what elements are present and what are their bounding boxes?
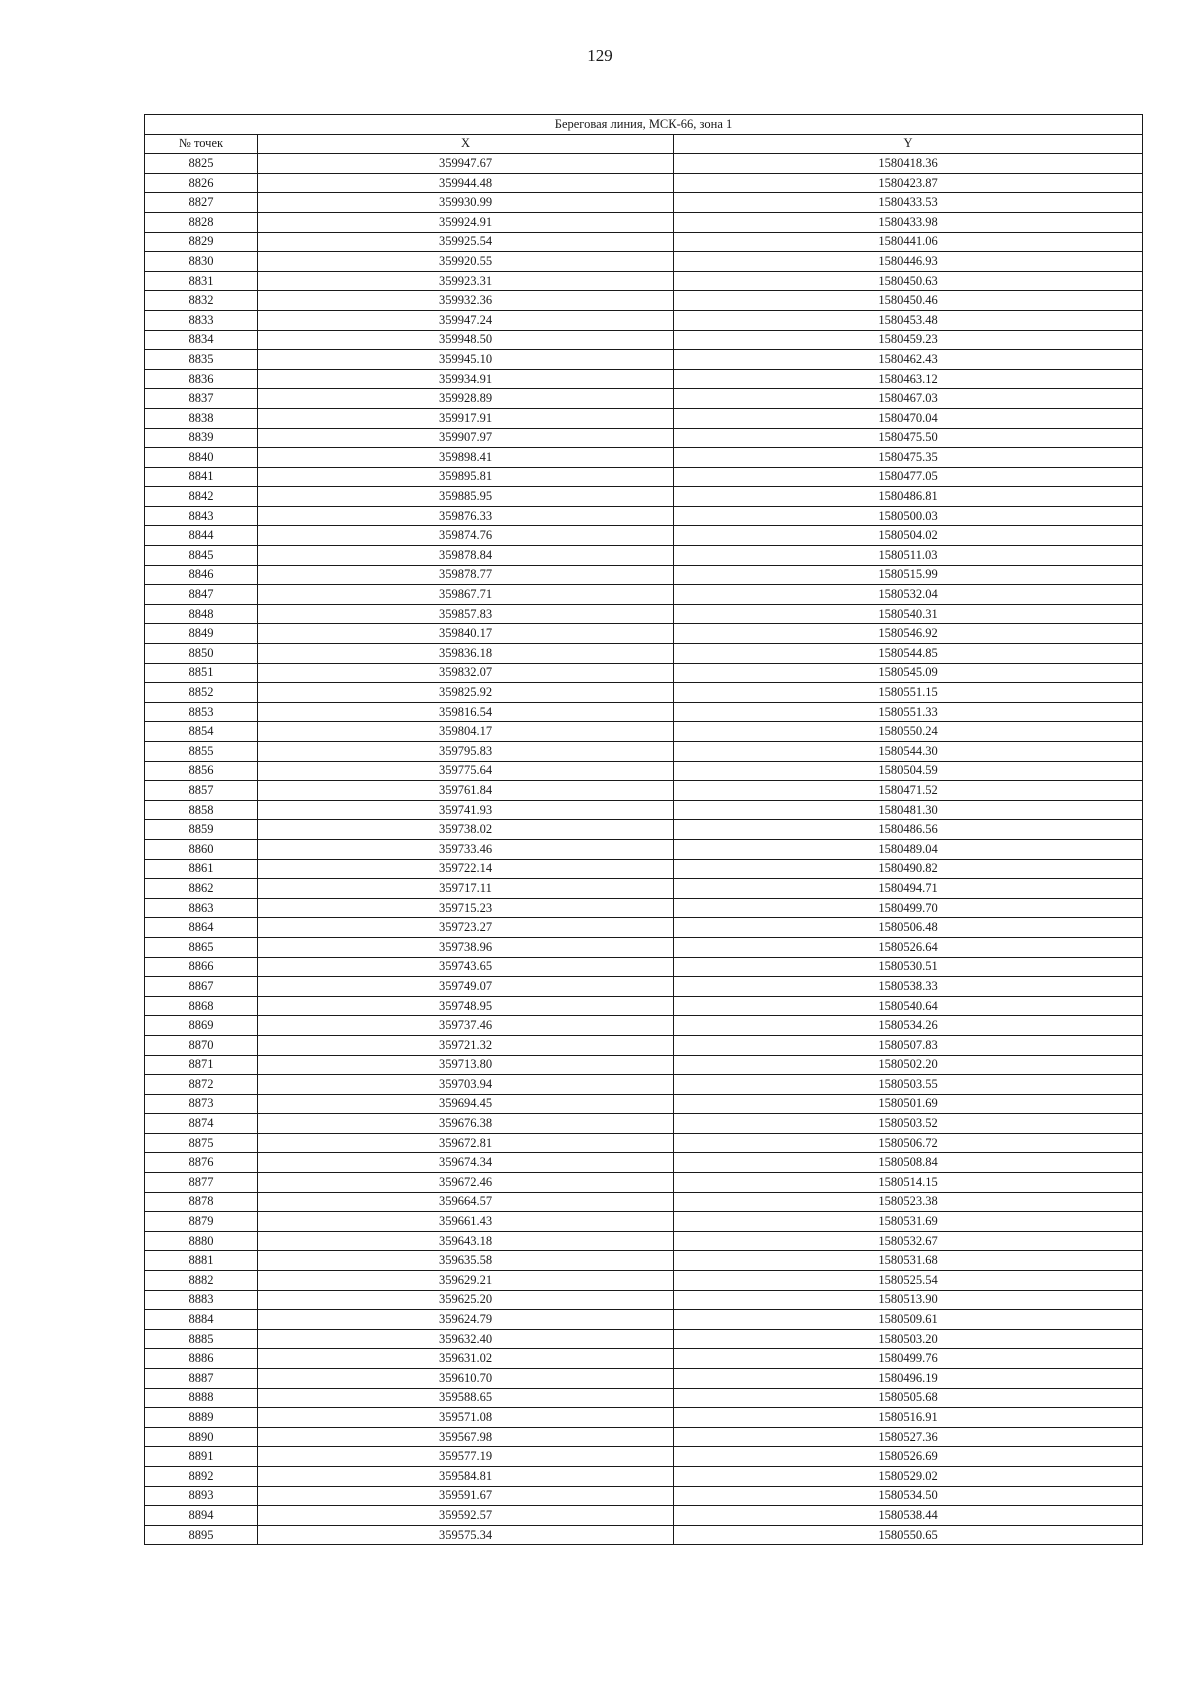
point-number-cell: 8862 [145,879,258,899]
y-coordinate-cell: 1580504.02 [674,526,1143,546]
point-number-cell: 8855 [145,742,258,762]
y-coordinate-cell: 1580433.53 [674,193,1143,213]
x-coordinate-cell: 359761.84 [258,781,674,801]
point-number-cell: 8870 [145,1035,258,1055]
point-number-cell: 8839 [145,428,258,448]
x-coordinate-cell: 359632.40 [258,1329,674,1349]
x-coordinate-cell: 359737.46 [258,1016,674,1036]
y-coordinate-cell: 1580550.65 [674,1525,1143,1545]
x-coordinate-cell: 359775.64 [258,761,674,781]
point-number-cell: 8861 [145,859,258,879]
point-number-cell: 8858 [145,800,258,820]
point-number-cell: 8867 [145,977,258,997]
x-coordinate-cell: 359664.57 [258,1192,674,1212]
x-coordinate-cell: 359932.36 [258,291,674,311]
table-row [145,1349,1143,1369]
y-coordinate-cell: 1580550.24 [674,722,1143,742]
point-number-cell: 8837 [145,389,258,409]
table-row [145,506,1143,526]
x-coordinate-cell: 359895.81 [258,467,674,487]
y-coordinate-cell: 1580540.31 [674,604,1143,624]
table-row [145,369,1143,389]
table-row [145,291,1143,311]
table-row [145,996,1143,1016]
y-coordinate-cell: 1580509.61 [674,1310,1143,1330]
table-row [145,232,1143,252]
x-coordinate-cell: 359592.57 [258,1506,674,1526]
y-coordinate-cell: 1580467.03 [674,389,1143,409]
point-number-cell: 8857 [145,781,258,801]
y-coordinate-cell: 1580534.50 [674,1486,1143,1506]
table-row [145,565,1143,585]
point-number-cell: 8881 [145,1251,258,1271]
x-coordinate-cell: 359577.19 [258,1447,674,1467]
point-number-cell: 8842 [145,487,258,507]
table-row [145,330,1143,350]
table-row [145,526,1143,546]
x-coordinate-cell: 359804.17 [258,722,674,742]
table-row [145,585,1143,605]
x-coordinate-cell: 359924.91 [258,212,674,232]
point-number-cell: 8859 [145,820,258,840]
table-row [145,1055,1143,1075]
x-coordinate-cell: 359928.89 [258,389,674,409]
x-coordinate-cell: 359672.81 [258,1133,674,1153]
point-number-cell: 8876 [145,1153,258,1173]
x-coordinate-cell: 359631.02 [258,1349,674,1369]
point-number-cell: 8853 [145,702,258,722]
point-number-cell: 8856 [145,761,258,781]
table-row [145,1231,1143,1251]
x-coordinate-cell: 359945.10 [258,350,674,370]
point-number-cell: 8852 [145,683,258,703]
point-number-cell: 8829 [145,232,258,252]
x-coordinate-cell: 359741.93 [258,800,674,820]
point-number-cell: 8888 [145,1388,258,1408]
y-coordinate-cell: 1580470.04 [674,408,1143,428]
point-number-cell: 8893 [145,1486,258,1506]
x-coordinate-cell: 359584.81 [258,1466,674,1486]
table-row [145,879,1143,899]
y-coordinate-cell: 1580496.19 [674,1369,1143,1389]
x-coordinate-cell: 359876.33 [258,506,674,526]
x-coordinate-cell: 359825.92 [258,683,674,703]
x-coordinate-cell: 359575.34 [258,1525,674,1545]
table-row [145,1094,1143,1114]
x-coordinate-cell: 359934.91 [258,369,674,389]
y-coordinate-cell: 1580462.43 [674,350,1143,370]
x-coordinate-cell: 359874.76 [258,526,674,546]
y-coordinate-cell: 1580481.30 [674,800,1143,820]
point-number-cell: 8894 [145,1506,258,1526]
table-row [145,683,1143,703]
x-coordinate-cell: 359610.70 [258,1369,674,1389]
y-coordinate-cell: 1580502.20 [674,1055,1143,1075]
point-number-cell: 8887 [145,1369,258,1389]
y-coordinate-cell: 1580471.52 [674,781,1143,801]
table-row [145,154,1143,174]
table-row [145,1427,1143,1447]
table-row [145,800,1143,820]
y-coordinate-cell: 1580525.54 [674,1271,1143,1291]
table-row [145,1447,1143,1467]
point-number-cell: 8825 [145,154,258,174]
point-number-cell: 8872 [145,1075,258,1095]
x-coordinate-cell: 359857.83 [258,604,674,624]
table-row [145,898,1143,918]
point-number-cell: 8843 [145,506,258,526]
point-number-cell: 8849 [145,624,258,644]
x-coordinate-cell: 359715.23 [258,898,674,918]
x-coordinate-cell: 359878.77 [258,565,674,585]
y-coordinate-cell: 1580551.33 [674,702,1143,722]
point-number-cell: 8874 [145,1114,258,1134]
x-coordinate-cell: 359672.46 [258,1173,674,1193]
table-row [145,957,1143,977]
table-row [145,1173,1143,1193]
point-number-cell: 8860 [145,839,258,859]
x-coordinate-cell: 359629.21 [258,1271,674,1291]
y-coordinate-cell: 1580514.15 [674,1173,1143,1193]
x-coordinate-cell: 359625.20 [258,1290,674,1310]
point-number-cell: 8850 [145,644,258,664]
y-coordinate-cell: 1580486.56 [674,820,1143,840]
y-coordinate-cell: 1580546.92 [674,624,1143,644]
y-coordinate-cell: 1580526.64 [674,937,1143,957]
table-row [145,702,1143,722]
y-coordinate-cell: 1580505.68 [674,1388,1143,1408]
y-coordinate-cell: 1580486.81 [674,487,1143,507]
point-number-cell: 8883 [145,1290,258,1310]
x-coordinate-cell: 359624.79 [258,1310,674,1330]
table-row [145,859,1143,879]
x-coordinate-cell: 359674.34 [258,1153,674,1173]
y-coordinate-cell: 1580504.59 [674,761,1143,781]
y-coordinate-cell: 1580501.69 [674,1094,1143,1114]
y-coordinate-cell: 1580503.55 [674,1075,1143,1095]
y-coordinate-cell: 1580463.12 [674,369,1143,389]
table-row [145,1114,1143,1134]
x-coordinate-cell: 359635.58 [258,1251,674,1271]
table-row [145,624,1143,644]
x-coordinate-cell: 359944.48 [258,173,674,193]
y-coordinate-cell: 1580490.82 [674,859,1143,879]
y-coordinate-cell: 1580523.38 [674,1192,1143,1212]
table-title: Береговая линия, МСК-66, зона 1 [145,115,1143,135]
x-coordinate-cell: 359591.67 [258,1486,674,1506]
x-coordinate-cell: 359721.32 [258,1035,674,1055]
table-row [145,604,1143,624]
y-coordinate-cell: 1580526.69 [674,1447,1143,1467]
point-number-cell: 8828 [145,212,258,232]
x-coordinate-cell: 359717.11 [258,879,674,899]
y-coordinate-cell: 1580475.50 [674,428,1143,448]
point-number-cell: 8890 [145,1427,258,1447]
table-header-row [145,134,1143,154]
y-coordinate-cell: 1580507.83 [674,1035,1143,1055]
table-row [145,937,1143,957]
x-coordinate-cell: 359795.83 [258,742,674,762]
table-row [145,663,1143,683]
point-number-cell: 8851 [145,663,258,683]
x-coordinate-cell: 359713.80 [258,1055,674,1075]
y-coordinate-cell: 1580503.52 [674,1114,1143,1134]
point-number-cell: 8892 [145,1466,258,1486]
point-number-cell: 8865 [145,937,258,957]
y-coordinate-cell: 1580545.09 [674,663,1143,683]
table-row [145,1035,1143,1055]
point-number-cell: 8827 [145,193,258,213]
point-number-cell: 8844 [145,526,258,546]
x-coordinate-cell: 359832.07 [258,663,674,683]
x-coordinate-cell: 359923.31 [258,271,674,291]
table-row [145,918,1143,938]
x-coordinate-cell: 359703.94 [258,1075,674,1095]
y-coordinate-cell: 1580446.93 [674,252,1143,272]
point-number-cell: 8832 [145,291,258,311]
x-coordinate-cell: 359571.08 [258,1408,674,1428]
y-coordinate-cell: 1580459.23 [674,330,1143,350]
y-coordinate-cell: 1580477.05 [674,467,1143,487]
table-row [145,761,1143,781]
x-coordinate-cell: 359643.18 [258,1231,674,1251]
y-coordinate-cell: 1580511.03 [674,546,1143,566]
x-coordinate-cell: 359917.91 [258,408,674,428]
point-number-cell: 8845 [145,546,258,566]
point-number-cell: 8868 [145,996,258,1016]
x-coordinate-cell: 359907.97 [258,428,674,448]
y-coordinate-cell: 1580450.63 [674,271,1143,291]
table-row [145,271,1143,291]
y-coordinate-cell: 1580450.46 [674,291,1143,311]
point-number-cell: 8863 [145,898,258,918]
table-row [145,193,1143,213]
point-number-cell: 8875 [145,1133,258,1153]
point-number-cell: 8886 [145,1349,258,1369]
table-row [145,350,1143,370]
table-row [145,1271,1143,1291]
x-coordinate-cell: 359743.65 [258,957,674,977]
table-row [145,310,1143,330]
table-row [145,1290,1143,1310]
x-coordinate-cell: 359748.95 [258,996,674,1016]
point-number-cell: 8834 [145,330,258,350]
point-number-cell: 8841 [145,467,258,487]
y-coordinate-cell: 1580513.90 [674,1290,1143,1310]
y-coordinate-cell: 1580453.48 [674,310,1143,330]
point-number-cell: 8840 [145,448,258,468]
table-row [145,212,1143,232]
point-number-cell: 8826 [145,173,258,193]
column-header-x: X [258,134,674,154]
point-number-cell: 8847 [145,585,258,605]
table-row [145,1369,1143,1389]
x-coordinate-cell: 359930.99 [258,193,674,213]
table-row [145,467,1143,487]
table-row [145,487,1143,507]
coordinates-table [144,114,1143,1545]
x-coordinate-cell: 359948.50 [258,330,674,350]
table-row [145,546,1143,566]
y-coordinate-cell: 1580531.68 [674,1251,1143,1271]
y-coordinate-cell: 1580538.44 [674,1506,1143,1526]
point-number-cell: 8895 [145,1525,258,1545]
x-coordinate-cell: 359840.17 [258,624,674,644]
y-coordinate-cell: 1580503.20 [674,1329,1143,1349]
y-coordinate-cell: 1580506.48 [674,918,1143,938]
point-number-cell: 8877 [145,1173,258,1193]
x-coordinate-cell: 359738.96 [258,937,674,957]
point-number-cell: 8835 [145,350,258,370]
y-coordinate-cell: 1580489.04 [674,839,1143,859]
y-coordinate-cell: 1580538.33 [674,977,1143,997]
x-coordinate-cell: 359925.54 [258,232,674,252]
table-row [145,1408,1143,1428]
point-number-cell: 8891 [145,1447,258,1467]
y-coordinate-cell: 1580499.70 [674,898,1143,918]
x-coordinate-cell: 359661.43 [258,1212,674,1232]
table-row [145,408,1143,428]
x-coordinate-cell: 359733.46 [258,839,674,859]
y-coordinate-cell: 1580532.67 [674,1231,1143,1251]
table-row [145,252,1143,272]
point-number-cell: 8838 [145,408,258,428]
y-coordinate-cell: 1580500.03 [674,506,1143,526]
page-number: 129 [587,46,613,65]
table-row [145,1525,1143,1545]
column-header-y: Y [674,134,1143,154]
table-row [145,839,1143,859]
point-number-cell: 8880 [145,1231,258,1251]
x-coordinate-cell: 359898.41 [258,448,674,468]
table-row [145,1486,1143,1506]
point-number-cell: 8864 [145,918,258,938]
point-number-cell: 8884 [145,1310,258,1330]
point-number-cell: 8885 [145,1329,258,1349]
table-row [145,428,1143,448]
table-row [145,644,1143,664]
point-number-cell: 8833 [145,310,258,330]
y-coordinate-cell: 1580529.02 [674,1466,1143,1486]
x-coordinate-cell: 359920.55 [258,252,674,272]
point-number-cell: 8854 [145,722,258,742]
x-coordinate-cell: 359676.38 [258,1114,674,1134]
point-number-cell: 8871 [145,1055,258,1075]
x-coordinate-cell: 359947.67 [258,154,674,174]
y-coordinate-cell: 1580494.71 [674,879,1143,899]
table-row [145,1310,1143,1330]
y-coordinate-cell: 1580441.06 [674,232,1143,252]
table-row [145,1016,1143,1036]
table-row [145,1212,1143,1232]
table-row [145,781,1143,801]
y-coordinate-cell: 1580506.72 [674,1133,1143,1153]
table-title-row [145,115,1143,135]
table-row [145,1506,1143,1526]
y-coordinate-cell: 1580534.26 [674,1016,1143,1036]
y-coordinate-cell: 1580423.87 [674,173,1143,193]
y-coordinate-cell: 1580418.36 [674,154,1143,174]
point-number-cell: 8846 [145,565,258,585]
column-header-point-number: № точек [145,134,258,154]
x-coordinate-cell: 359723.27 [258,918,674,938]
x-coordinate-cell: 359722.14 [258,859,674,879]
y-coordinate-cell: 1580540.64 [674,996,1143,1016]
table-row [145,1153,1143,1173]
table-row [145,1192,1143,1212]
x-coordinate-cell: 359816.54 [258,702,674,722]
table-row [145,722,1143,742]
y-coordinate-cell: 1580532.04 [674,585,1143,605]
x-coordinate-cell: 359947.24 [258,310,674,330]
table-row [145,389,1143,409]
table-row [145,1466,1143,1486]
point-number-cell: 8848 [145,604,258,624]
table-row [145,977,1143,997]
x-coordinate-cell: 359749.07 [258,977,674,997]
point-number-cell: 8879 [145,1212,258,1232]
point-number-cell: 8869 [145,1016,258,1036]
y-coordinate-cell: 1580475.35 [674,448,1143,468]
y-coordinate-cell: 1580531.69 [674,1212,1143,1232]
y-coordinate-cell: 1580530.51 [674,957,1143,977]
table-row [145,1075,1143,1095]
table-row [145,820,1143,840]
y-coordinate-cell: 1580551.15 [674,683,1143,703]
y-coordinate-cell: 1580516.91 [674,1408,1143,1428]
table-row [145,1251,1143,1271]
point-number-cell: 8831 [145,271,258,291]
point-number-cell: 8830 [145,252,258,272]
x-coordinate-cell: 359885.95 [258,487,674,507]
table-row [145,1329,1143,1349]
point-number-cell: 8889 [145,1408,258,1428]
table-row [145,1133,1143,1153]
x-coordinate-cell: 359738.02 [258,820,674,840]
table-row [145,173,1143,193]
y-coordinate-cell: 1580433.98 [674,212,1143,232]
table-row [145,1388,1143,1408]
y-coordinate-cell: 1580544.30 [674,742,1143,762]
y-coordinate-cell: 1580544.85 [674,644,1143,664]
y-coordinate-cell: 1580499.76 [674,1349,1143,1369]
y-coordinate-cell: 1580508.84 [674,1153,1143,1173]
x-coordinate-cell: 359836.18 [258,644,674,664]
point-number-cell: 8866 [145,957,258,977]
x-coordinate-cell: 359867.71 [258,585,674,605]
point-number-cell: 8836 [145,369,258,389]
x-coordinate-cell: 359694.45 [258,1094,674,1114]
x-coordinate-cell: 359567.98 [258,1427,674,1447]
point-number-cell: 8882 [145,1271,258,1291]
x-coordinate-cell: 359588.65 [258,1388,674,1408]
table-row [145,448,1143,468]
point-number-cell: 8873 [145,1094,258,1114]
table-row [145,742,1143,762]
y-coordinate-cell: 1580515.99 [674,565,1143,585]
y-coordinate-cell: 1580527.36 [674,1427,1143,1447]
x-coordinate-cell: 359878.84 [258,546,674,566]
table-body [145,154,1143,1545]
point-number-cell: 8878 [145,1192,258,1212]
